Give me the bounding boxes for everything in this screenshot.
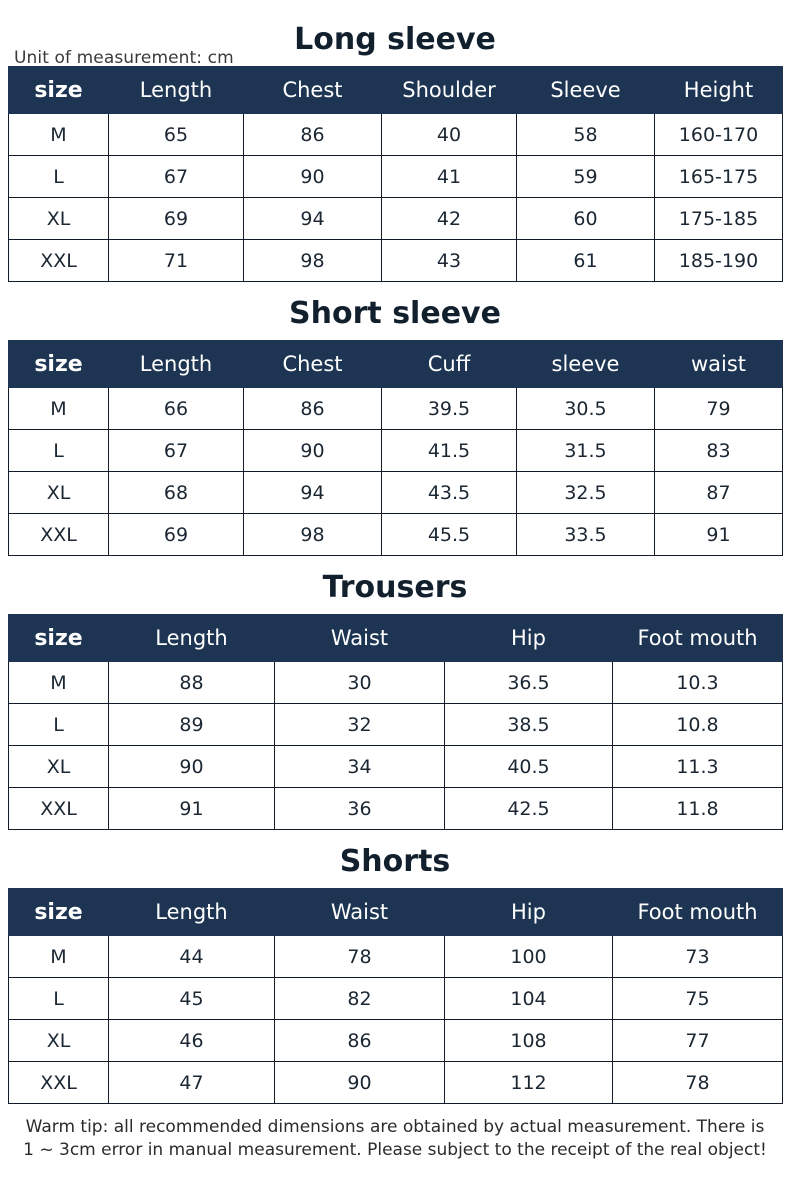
measurement-cell: 38.5	[445, 704, 613, 746]
measurement-cell: 98	[244, 240, 382, 282]
measurement-cell: 87	[655, 472, 783, 514]
measurement-cell: 78	[275, 936, 445, 978]
measurement-cell: 65	[109, 114, 244, 156]
measurement-cell: 41	[382, 156, 517, 198]
table-row	[9, 240, 783, 282]
size-label-cell: M	[9, 662, 109, 704]
measurement-cell: 82	[275, 978, 445, 1020]
table-row	[9, 514, 783, 556]
column-header-size: size	[9, 67, 109, 114]
table-row	[9, 472, 783, 514]
measurement-cell: 104	[445, 978, 613, 1020]
column-header-waist: waist	[655, 341, 783, 388]
measurement-cell: 90	[244, 430, 382, 472]
unit-of-measurement-note: Unit of measurement: cm	[14, 48, 234, 68]
measurement-cell: 46	[109, 1020, 275, 1062]
size-label-cell: XL	[9, 1020, 109, 1062]
table-head-shorts	[9, 889, 783, 936]
measurement-cell: 36	[275, 788, 445, 830]
measurement-cell: 30.5	[517, 388, 655, 430]
section-title-shorts: Shorts	[339, 844, 451, 879]
measurement-cell: 59	[517, 156, 655, 198]
measurement-cell: 91	[109, 788, 275, 830]
measurement-cell: 33.5	[517, 514, 655, 556]
warm-tip-note: Warm tip: all recommended dimensions are obtained by actual measurement. There is 1 ~ 3cm error in manual measurement. Please subject to the receipt of the real object!	[23, 1117, 767, 1160]
measurement-cell: 32.5	[517, 472, 655, 514]
table-body-long-sleeve	[9, 114, 783, 282]
measurement-cell: 75	[613, 978, 783, 1020]
column-header-length: Length	[109, 67, 244, 114]
measurement-cell: 60	[517, 198, 655, 240]
table-head-trousers	[9, 615, 783, 662]
section-title-trousers: Trousers	[322, 570, 468, 605]
measurement-cell: 175-185	[655, 198, 783, 240]
measurement-cell: 58	[517, 114, 655, 156]
table-body-trousers	[9, 662, 783, 830]
measurement-cell: 90	[275, 1062, 445, 1104]
column-header-waist: Waist	[275, 615, 445, 662]
column-header-size: size	[9, 889, 109, 936]
table-row	[9, 1062, 783, 1104]
table-row	[9, 978, 783, 1020]
size-table-shorts	[8, 888, 783, 1104]
table-row	[9, 704, 783, 746]
table-row	[9, 1020, 783, 1062]
measurement-cell: 160-170	[655, 114, 783, 156]
table-row	[9, 662, 783, 704]
measurement-cell: 42.5	[445, 788, 613, 830]
table-row	[9, 388, 783, 430]
size-label-cell: M	[9, 114, 109, 156]
measurement-cell: 30	[275, 662, 445, 704]
measurement-cell: 94	[244, 198, 382, 240]
measurement-cell: 94	[244, 472, 382, 514]
size-label-cell: L	[9, 430, 109, 472]
section-title-long-sleeve: Long sleeve	[294, 22, 496, 57]
table-row	[9, 936, 783, 978]
measurement-cell: 68	[109, 472, 244, 514]
measurement-cell: 91	[655, 514, 783, 556]
measurement-cell: 108	[445, 1020, 613, 1062]
table-row	[9, 114, 783, 156]
column-header-sleeve: Sleeve	[517, 67, 655, 114]
column-header-length: Length	[109, 341, 244, 388]
size-label-cell: L	[9, 156, 109, 198]
column-header-hip: Hip	[445, 889, 613, 936]
measurement-cell: 43	[382, 240, 517, 282]
header-row	[9, 67, 783, 114]
measurement-cell: 31.5	[517, 430, 655, 472]
size-label-cell: XL	[9, 746, 109, 788]
column-header-waist: Waist	[275, 889, 445, 936]
size-label-cell: XL	[9, 198, 109, 240]
header-row	[9, 341, 783, 388]
column-header-sleeve: sleeve	[517, 341, 655, 388]
size-label-cell: XXL	[9, 240, 109, 282]
measurement-cell: 67	[109, 430, 244, 472]
measurement-cell: 69	[109, 514, 244, 556]
size-table-trousers	[8, 614, 783, 830]
column-header-length: Length	[109, 889, 275, 936]
measurement-cell: 10.3	[613, 662, 783, 704]
measurement-cell: 11.8	[613, 788, 783, 830]
table-row	[9, 788, 783, 830]
measurement-cell: 66	[109, 388, 244, 430]
measurement-cell: 40.5	[445, 746, 613, 788]
measurement-cell: 89	[109, 704, 275, 746]
measurement-cell: 112	[445, 1062, 613, 1104]
column-header-chest: Chest	[244, 67, 382, 114]
measurement-cell: 41.5	[382, 430, 517, 472]
measurement-cell: 34	[275, 746, 445, 788]
size-label-cell: XXL	[9, 1062, 109, 1104]
measurement-cell: 83	[655, 430, 783, 472]
measurement-cell: 185-190	[655, 240, 783, 282]
measurement-cell: 90	[244, 156, 382, 198]
table-body-short-sleeve	[9, 388, 783, 556]
measurement-cell: 77	[613, 1020, 783, 1062]
measurement-cell: 88	[109, 662, 275, 704]
size-label-cell: L	[9, 978, 109, 1020]
column-header-length: Length	[109, 615, 275, 662]
table-row	[9, 746, 783, 788]
measurement-cell: 45	[109, 978, 275, 1020]
measurement-cell: 32	[275, 704, 445, 746]
measurement-cell: 98	[244, 514, 382, 556]
size-table-long-sleeve	[8, 66, 783, 282]
measurement-cell: 73	[613, 936, 783, 978]
size-label-cell: XXL	[9, 514, 109, 556]
column-header-foot-mouth: Foot mouth	[613, 615, 783, 662]
measurement-cell: 78	[613, 1062, 783, 1104]
size-label-cell: XL	[9, 472, 109, 514]
table-head-long-sleeve	[9, 67, 783, 114]
column-header-height: Height	[655, 67, 783, 114]
measurement-cell: 67	[109, 156, 244, 198]
measurement-cell: 42	[382, 198, 517, 240]
measurement-cell: 86	[244, 388, 382, 430]
measurement-cell: 36.5	[445, 662, 613, 704]
measurement-cell: 39.5	[382, 388, 517, 430]
measurement-cell: 90	[109, 746, 275, 788]
size-label-cell: M	[9, 936, 109, 978]
measurement-cell: 10.8	[613, 704, 783, 746]
column-header-size: size	[9, 341, 109, 388]
measurement-cell: 43.5	[382, 472, 517, 514]
header-row	[9, 615, 783, 662]
measurement-cell: 45.5	[382, 514, 517, 556]
measurement-cell: 69	[109, 198, 244, 240]
size-label-cell: L	[9, 704, 109, 746]
measurement-cell: 79	[655, 388, 783, 430]
measurement-cell: 100	[445, 936, 613, 978]
table-row	[9, 156, 783, 198]
column-header-hip: Hip	[445, 615, 613, 662]
measurement-cell: 61	[517, 240, 655, 282]
measurement-cell: 165-175	[655, 156, 783, 198]
size-table-short-sleeve	[8, 340, 783, 556]
column-header-foot-mouth: Foot mouth	[613, 889, 783, 936]
column-header-size: size	[9, 615, 109, 662]
measurement-cell: 47	[109, 1062, 275, 1104]
table-head-short-sleeve	[9, 341, 783, 388]
measurement-cell: 71	[109, 240, 244, 282]
table-body-shorts	[9, 936, 783, 1104]
column-header-shoulder: Shoulder	[382, 67, 517, 114]
size-label-cell: M	[9, 388, 109, 430]
table-row	[9, 198, 783, 240]
measurement-cell: 40	[382, 114, 517, 156]
measurement-cell: 86	[275, 1020, 445, 1062]
table-row	[9, 430, 783, 472]
measurement-cell: 86	[244, 114, 382, 156]
header-row	[9, 889, 783, 936]
section-title-short-sleeve: Short sleeve	[289, 296, 501, 331]
measurement-cell: 44	[109, 936, 275, 978]
column-header-chest: Chest	[244, 341, 382, 388]
size-label-cell: XXL	[9, 788, 109, 830]
column-header-cuff: Cuff	[382, 341, 517, 388]
measurement-cell: 11.3	[613, 746, 783, 788]
